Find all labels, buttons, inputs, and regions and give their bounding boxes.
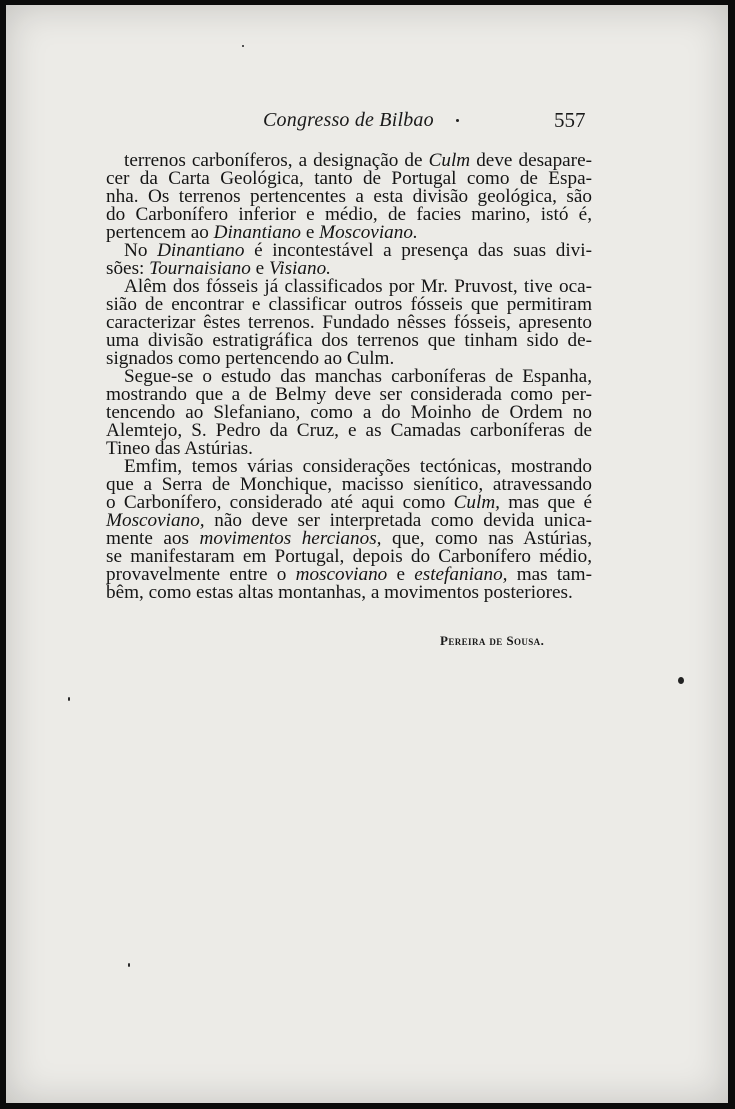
text-line: sões: Tournaisiano e Visiano. <box>106 258 331 279</box>
text-line: o Carbonífero, considerado até aqui como Culm, mas que é <box>106 492 592 513</box>
text-line: nha. Os terrenos pertencentes a esta divisão geológica, são <box>106 186 592 207</box>
italic-term: Culm, <box>453 492 500 513</box>
text-line: cer da Carta Geológica, tanto de Portugal como de Espa- <box>106 168 592 189</box>
italic-term: Culm <box>428 150 471 171</box>
text-line: mente aos movimentos hercianos, que, como nas Astúrias, <box>106 528 592 549</box>
scan-speck <box>68 697 70 701</box>
italic-term: estefaniano, <box>414 564 508 585</box>
text-line: signados como pertencendo ao Culm. <box>106 348 395 369</box>
scan-speck <box>678 677 684 684</box>
scan-speck <box>128 963 130 967</box>
scan-speck <box>242 45 244 47</box>
text-line: caracterizar êstes terrenos. Fundado nêsses fósseis, apresento <box>106 312 592 333</box>
text-line: do Carbonífero inferior e médio, de facies marino, istó é, <box>106 204 592 225</box>
text-line: sião de encontrar e classificar outros fósseis que permitiram <box>106 294 592 315</box>
text-line: provavelmente entre o moscoviano e estefaniano, mas tam- <box>106 564 592 585</box>
italic-term: Tournaisiano <box>149 258 251 279</box>
scan-speck <box>456 119 459 122</box>
italic-term: Moscoviano. <box>319 222 418 243</box>
author-signature: Pereira de Sousa. <box>440 633 545 648</box>
running-head-title: Congresso de Bilbao <box>263 109 434 131</box>
body-text <box>106 152 592 602</box>
page-number: 557 <box>554 108 586 132</box>
text-line: terrenos carboníferos, a designação de Culm deve desapare- <box>124 150 592 171</box>
text-line: Segue-se o estudo das manchas carboníferas de Espanha, <box>124 366 592 387</box>
italic-term: moscoviano <box>295 564 388 585</box>
text-line: Tineo das Astúrias. <box>106 438 253 459</box>
text-line: Emfim, temos várias considerações tectónicas, mostrando <box>124 456 592 477</box>
italic-term: Dinantiano <box>213 222 302 243</box>
running-head <box>6 109 728 133</box>
italic-term: Moscoviano, <box>106 510 205 531</box>
text-line: No Dinantiano é incontestável a presença das suas divi- <box>124 240 592 261</box>
text-line: bêm, como estas altas montanhas, a movimentos posteriores. <box>106 582 573 603</box>
text-line: se manifestaram em Portugal, depois do Carbonífero médio, <box>106 546 592 567</box>
italic-term: Visiano. <box>268 258 331 279</box>
text-line: tencendo ao Slefaniano, como a do Moinho de Ordem no <box>106 402 592 423</box>
text-line: Alemtejo, S. Pedro da Cruz, e as Camadas carboníferas de <box>106 420 592 441</box>
document-page <box>6 5 728 1103</box>
text-line: que a Serra de Monchique, macisso sienítico, atravessando <box>106 474 592 495</box>
italic-term: Dinantiano <box>157 240 245 261</box>
text-line: Alêm dos fósseis já classificados por Mr. Pruvost, tive oca- <box>124 276 592 297</box>
text-line: mostrando que a de Belmy deve ser considerada como per- <box>106 384 592 405</box>
text-line: Moscoviano, não deve ser interpretada como devida unica- <box>106 510 592 531</box>
italic-term: movimentos hercianos, <box>199 528 382 549</box>
text-line: uma divisão estratigráfica dos terrenos que tinham sido de- <box>106 330 592 351</box>
text-line: pertencem ao Dinantiano e Moscoviano. <box>106 222 418 243</box>
